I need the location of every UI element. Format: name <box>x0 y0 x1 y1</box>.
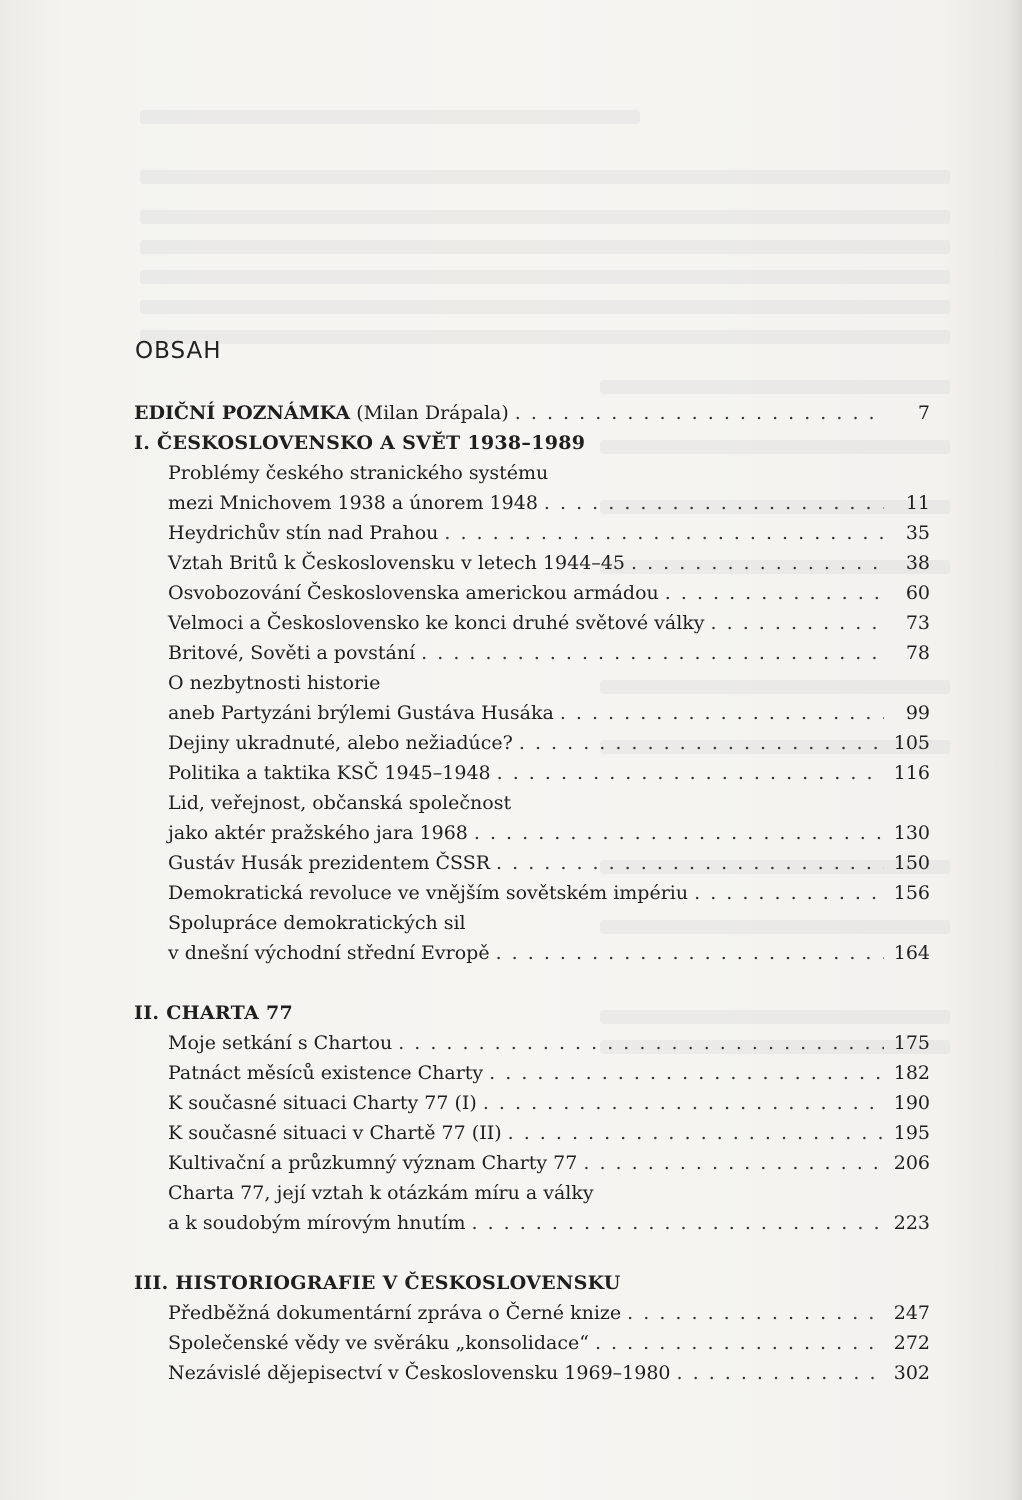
dot-leader <box>519 728 884 758</box>
entry-title: Heydrichův stín nad Prahou <box>168 522 439 544</box>
page-number: 99 <box>905 702 930 724</box>
entry-title: Nezávislé dějepisectví v Československu 1969–1980 <box>168 1362 671 1384</box>
entry-label-rest: (Milan Drápala) <box>350 402 509 424</box>
toc-entry[interactable] <box>134 1328 930 1358</box>
toc-entry[interactable] <box>134 728 930 758</box>
dot-leader <box>421 638 884 668</box>
entry-title: Britové, Sověti a povstání <box>168 642 416 664</box>
page-number: 73 <box>905 612 930 634</box>
toc-entry[interactable] <box>134 758 930 788</box>
toc-entry-line1: O nezbytnosti historie <box>168 672 381 694</box>
dot-leader <box>544 488 884 518</box>
page-number: 182 <box>893 1062 930 1084</box>
page-number: 11 <box>905 492 930 514</box>
page-number: 7 <box>917 402 930 424</box>
entry-title: Patnáct měsíců existence Charty <box>168 1062 484 1084</box>
dot-leader <box>489 1058 884 1088</box>
entry-title: a k soudobým mírovým hnutím <box>168 1212 466 1234</box>
toc-entry-line1: Problémy českého stranického systému <box>168 462 549 484</box>
dot-leader <box>665 578 884 608</box>
entry-title: Dejiny ukradnuté, alebo nežiadúce? <box>168 732 513 754</box>
toc-entry[interactable] <box>134 1208 930 1238</box>
entry-title: Moje setkání s Chartou <box>168 1032 393 1054</box>
dot-leader <box>560 698 884 728</box>
dot-leader <box>496 848 884 878</box>
page-number: 78 <box>905 642 930 664</box>
dot-leader <box>694 878 884 908</box>
entry-title: jako aktér pražského jara 1968 <box>168 822 468 844</box>
toc-entry[interactable] <box>134 878 930 908</box>
toc-entry-line1: Lid, veřejnost, občanská společnost <box>168 792 512 814</box>
toc-title: OBSAH <box>135 338 222 364</box>
section-gap <box>134 1238 930 1268</box>
toc-entry[interactable] <box>134 1028 930 1058</box>
dot-leader <box>483 1088 884 1118</box>
toc-entry[interactable] <box>134 608 930 638</box>
dot-leader <box>515 398 884 428</box>
toc-entry-line1: Charta 77, její vztah k otázkám míru a války <box>168 1182 594 1204</box>
dot-leader <box>496 938 884 968</box>
toc-entry[interactable] <box>134 518 930 548</box>
dot-leader <box>497 758 884 788</box>
entry-title: K současné situaci Charty 77 (I) <box>168 1092 477 1114</box>
table-of-contents <box>134 398 930 1388</box>
dot-leader <box>711 608 884 638</box>
page-number: 105 <box>893 732 930 754</box>
dot-leader <box>508 1118 884 1148</box>
page-number: 156 <box>893 882 930 904</box>
page-number: 247 <box>893 1302 930 1324</box>
page-number: 38 <box>905 552 930 574</box>
dot-leader <box>444 518 884 548</box>
page-number: 130 <box>893 822 930 844</box>
toc-entry[interactable] <box>134 548 930 578</box>
entry-title: Osvobozování Československa americkou armádou <box>168 582 659 604</box>
entry-title: Gustáv Husák prezidentem ČSSR <box>168 852 491 874</box>
page-number: 60 <box>905 582 930 604</box>
toc-entry[interactable] <box>134 578 930 608</box>
entry-title: Společenské vědy ve svěráku „konsolidace“ <box>168 1332 589 1354</box>
dot-leader <box>583 1148 884 1178</box>
page-number: 195 <box>893 1122 930 1144</box>
entry-title: mezi Mnichovem 1938 a únorem 1948 <box>168 492 538 514</box>
page-number: 272 <box>893 1332 930 1354</box>
entry-title: aneb Partyzáni brýlemi Gustáva Husáka <box>168 702 554 724</box>
page-number: 223 <box>893 1212 930 1234</box>
entry-title: Kultivační a průzkumný význam Charty 77 <box>168 1152 578 1174</box>
entry-title: Politika a taktika KSČ 1945–1948 <box>168 762 491 784</box>
toc-entry[interactable] <box>134 1088 930 1118</box>
entry-title: Velmoci a Československo ke konci druhé světové války <box>168 612 705 634</box>
entry-title: Demokratická revoluce ve vnějším sovětském impériu <box>168 882 689 904</box>
page-edge-shadow <box>1008 0 1022 1500</box>
entry-label-bold: EDIČNÍ POZNÁMKA <box>134 402 351 424</box>
page-number: 35 <box>905 522 930 544</box>
page-number: 190 <box>893 1092 930 1114</box>
dot-leader <box>474 818 884 848</box>
dot-leader <box>398 1028 884 1058</box>
toc-entry[interactable] <box>134 1298 930 1328</box>
toc-entry-edicni-poznamka[interactable] <box>134 398 930 428</box>
toc-entry[interactable] <box>134 698 930 728</box>
toc-entry[interactable] <box>134 638 930 668</box>
dot-leader <box>677 1358 884 1388</box>
entry-title: K současné situaci v Chartě 77 (II) <box>168 1122 502 1144</box>
page-number: 206 <box>893 1152 930 1174</box>
entry-title: Vztah Britů k Československu v letech 1944–45 <box>168 552 625 574</box>
toc-entry[interactable] <box>134 1118 930 1148</box>
section-heading-2: II. CHARTA 77 <box>134 1002 294 1024</box>
section-heading-3: III. HISTORIOGRAFIE V ČESKOSLOVENSKU <box>134 1272 621 1294</box>
section-heading-1: I. ČESKOSLOVENSKO A SVĚT 1938–1989 <box>134 432 586 454</box>
page-number: 302 <box>893 1362 930 1384</box>
toc-entry[interactable] <box>134 488 930 518</box>
toc-entry[interactable] <box>134 818 930 848</box>
toc-entry[interactable] <box>134 1358 930 1388</box>
page-number: 164 <box>893 942 930 964</box>
page-number: 116 <box>893 762 930 784</box>
dot-leader <box>595 1328 884 1358</box>
toc-entry-line1: Spolupráce demokratických sil <box>168 912 466 934</box>
dot-leader <box>471 1208 884 1238</box>
toc-entry[interactable] <box>134 938 930 968</box>
page-number: 175 <box>893 1032 930 1054</box>
entry-title: v dnešní východní střední Evropě <box>168 942 490 964</box>
toc-entry[interactable] <box>134 1148 930 1178</box>
section-gap <box>134 968 930 998</box>
dot-leader <box>631 548 884 578</box>
toc-entry[interactable] <box>134 848 930 878</box>
entry-title: Předběžná dokumentární zpráva o Černé knize <box>168 1302 622 1324</box>
toc-entry[interactable] <box>134 1058 930 1088</box>
page-number: 150 <box>893 852 930 874</box>
dot-leader <box>627 1298 884 1328</box>
